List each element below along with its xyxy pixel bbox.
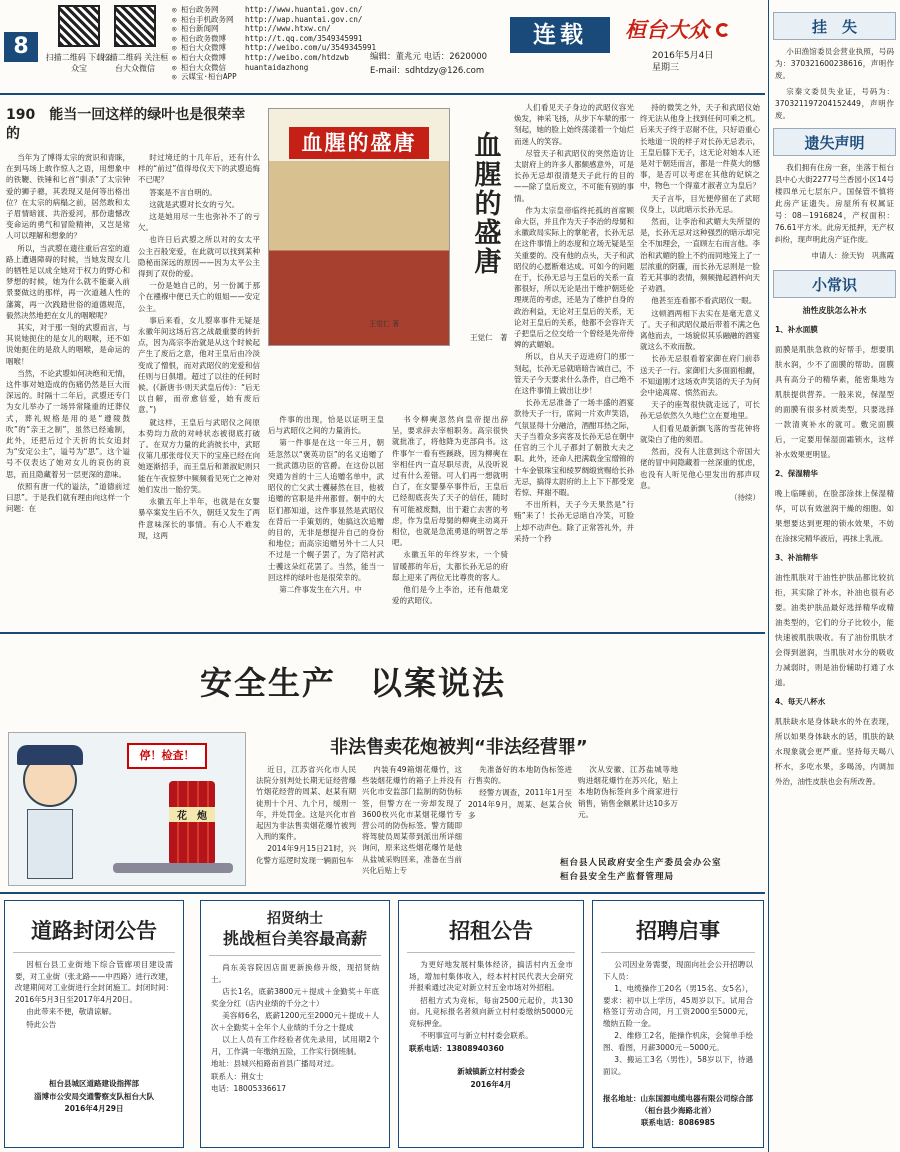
byline: 王觉仁 著 [470, 333, 508, 342]
site-item[interactable]: ◎ 桓台大众微博 http://weibo.com/u/3549345991 [172, 43, 376, 53]
tips-header: 小常识 [773, 270, 896, 298]
firecracker-icon [169, 781, 215, 865]
site-item[interactable]: ◎ 桓台大众微信 huantaidazhong [172, 62, 309, 72]
tip-text: 晚上临睡前，在脸部涂抹上保湿精华，可以有效滋润干燥的细胞。如果想要达到更理的锁水效果，不妨在涂抹完精华液后，再抹上乳液。 [775, 489, 894, 543]
road-notice-closing: 特此公告 [26, 1019, 57, 1029]
beauty-hiring-notice [200, 900, 390, 1148]
tip-subtitle: 1、补水面膜 [775, 325, 818, 334]
road-notice-apology: 由此带来不便，敬请谅解。 [26, 1007, 117, 1016]
book-cover-author: 王觉仁 著 [369, 320, 400, 328]
serial-column-4: 书令柳奭忽然向皇帝提出辞呈，要求辞去宰相职务。高宗很快就批准了，将他降为吏部尚书。这件事乍一看有些蹊跷，因为柳奭在宰相任内一直尽职尽责，从没听说过有什么差错。可人们再一想就明白了，在女婴暴卒事件后，王皇后已经彻底丧失了天子的信任，随时有可能被废黜，出于避亡去害的考虑，作为皇后母舅的柳奭主动离开相位，也就是急流勇退的明智之举吧。 永徽五年的年终岁末，一个骑冒暖都的年后，太都长孙无忌的府邸上迎来了两位无比尊贵的客人。 他们是今上李治，还有他最宠爱的武昭仪。 [392, 415, 508, 606]
serial-column-5: 人们看见天子身边的武昭仪容光焕发，神采飞扬，从步下车辇的那一刻起，她的脸上始终荡漾着一个灿烂而迷人的笑容。 尽管天子和武昭仪的突然造访让太尉府上的许多人都颇感意外，可是长孙无忌却很清楚天子此行的目的——除了皇后废立，不可能有别的事情。 作为太宗皇帝临终托孤的首席顾命大臣，并且作为天子李治的母舅和永徽政局实际上的掌舵者，长孙无忌在这件事情上的态度和立场无疑是至关重要的。没有他的点头，天子和武昭仪的心愿断难达成。可如今的问题在于，长孙无忌与王皇后的关系一直都很好，所以无论是出于维护朝廷伦理规范的考虑，还是为了维护自身的政治利益，无论对王皇后的关系，无论对王皇后的关系，他都不会容许天子把皇后之位交给一个曾经是先帝侍婢的武媚娘。 所以，自从天子迈进府门的那一刻起，长孙无忌就暗暗告诫自己，不管天子今天要求什么条件，自己绝不在这件事情上做出让步！ 长孙无忌准备了一场丰盛的酒宴款待天子一行，席间一片欢声笑语，气氛显得十分融洽，酒酣耳热之际，天子当着众多宾客及长孙无忌在朝中任官的三个儿子都封了朝散大夫之职。此外，还命人把满载金宝缯锦的十车金银珠宝和绫罗绸缎赏赐给长孙无忌，搞得太尉府的上上下下都受宠若惊、拜谢不暇。 不出所料，天子今天果然是“行贿”来了！长孙无忌暗自冷笑，可脸上却不动声色。除了正常答礼外，并采持一个矜 [514, 103, 634, 543]
police-body-icon [27, 809, 73, 879]
statement-sign: 申请人：徐天钧 巩燕霞 [811, 251, 894, 260]
serial-column-3: 件事的出现，恰是以证明王皇后与武昭仪之间的力量消长。 第一件事是在这一年三月，朝廷忽然以“褒英功臣”的名义追赠了一批武德功臣的官爵。在这份以屈突通为首的十三人追赠名单中，武昭仪的亡父武士彟赫然在目，他被追赠的官职是并州都督。朝中的大臣们都知道，这件事显然是武昭仪在背后一手策划的，她搞这次追赠的目的，无非是想提升自己的身份和地位；而高宗追赠另外十二人只不过是一个幌子罢了，为了陪衬武士彟这朵红花罢了。当然，能当一回这样的绿叶也是很荣幸的。 第二件事发生在六月。中 [268, 415, 384, 595]
book-cover-title: 血腥的盛唐 [289, 127, 429, 159]
firecracker-label: 花 炮 [169, 807, 215, 822]
right-sidebar [768, 0, 900, 1152]
police-illustration [8, 732, 246, 886]
tips-heading: 油性皮肤怎么补水 [802, 306, 867, 315]
tip-subtitle: 3、补油精华 [775, 553, 818, 562]
stop-sign: 停！检查！ [127, 743, 207, 769]
editor-info [370, 50, 487, 78]
job-address: 报名地址：山东国源电缆电器有限公司综合部（桓台县少海路北首） [603, 1094, 753, 1115]
qr2-label: 扫描二维码 关注桓台大众微信 [101, 53, 169, 73]
site-item[interactable]: ◎ 桓台政务微博 http://t.qq.com/3549345991 [172, 33, 363, 43]
cart-icon [113, 863, 233, 873]
road-notice-org1: 桓台县城区道路建设指挥部 [49, 1079, 139, 1088]
serial-column-2: 时过境迁的十几年后，还有什么样的“前过”值得母仪天下的武曌追悔不已呢？ 答案是不言自明的。 这就是武曌对长女的亏欠。 这是她用尽一生也弥补不了的亏欠。 也许日后武曌之所以对的女太平公主百般宠爱，在此就可以找到某种隐秘而深远的原因——因为太平公主得到了双份的爱。 一份是她自己的，另一份属于那个在襁褓中便已夭亡的姐姐——安定公主。 事后来看，女儿曌辜事件无疑是永徽年间这场后宫之战最重要的转折点，因为高宗李治就是从这个时候起产生了废后之意，他对王皇后由冷淡变成了憎恨，而对武昭仪的宠爱和信任则与日俱增。超过了以往的任何时候。(《新唐书·则天武皇后传》：“后无以自解，而帝愈信爱，始有废后意。”) 就这样，王皇后与武昭仪之间原本势均力敌的对峙状态被彻底打破了。在双方力量的此消彼长中，武昭仪第几那张母仪天下的宝座已经在向她逐渐招手，而王皇后和萧淑妃则只能在午夜惊梦中频频看见死亡之神对她们发出一胎狞笑。 永徽五年上半年，也就是在女婴暴卒案发生后不久，朝廷又发生了两件意味深长的事情。有心人不难发现，这两 [138, 153, 260, 540]
safety-column-2: 内装有49箱烟花爆竹，这些装烟花爆竹的箱子上并没有兴化市安监部门监制的防伪标签，但警方在一旁却发现了3600枚兴化市某烟花爆竹专营公司的防伪标签。警方随即将驾驶员周某带到派出所详细询问，原来这些烟花爆竹是他从盐城采购回来，准备在当前兴化后贴上专 [362, 765, 462, 875]
job-line: 公司因业务需要，现面向社会公开招聘以下人员： [603, 960, 753, 981]
safety-organizations: 桓台县人民政府安全生产委员会办公室 桓台县安全生产监督管理局 [560, 858, 722, 882]
tip-subtitle: 2、保湿精华 [775, 469, 818, 478]
tip-text: 肌肤缺水是身体缺水的外在表现，所以如果身体缺水的话，肌肤的缺水现象就会更严重。坚持每天喝八杯水，多吃水果，多喝汤，内调加外治，油性皮肤也会有所改善。 [775, 717, 894, 786]
serial-column-6: 持的微笑之外，天子和武昭仪始终无法从他身上找到任何可乘之机。后来天子终于忍耐不住，只好语重心长地道一说的样子对长孙无忌表示，王皇后膝下无子，这无论对她本人还是对于朝廷而言，都是一件莫大的憾事，是否可以考虑在其他的妃嫔之中，物色一个得童才淑者立为皇后？ 天子言毕，目光便停留在了武昭仪身上，以此暗示长孙无忌。 然而，让李治和武媚大失所望的是，长孙无忌对这种强烈的暗示却完全不加理会，一直顾左右而言他。李治和武媚的脸上不约而同地笼上了一层浓重的阴霾，而长孙无忌则是一脸若无其事的表情，频频抛起酒杯向天子劝酒。 他甚至连看都不看武昭仪一眼。 这顿酒两相下去实在是毫无意义了。天子和武昭仪最后带着不满之色离他而去，一场貌似其乐融融的酒宴就这么不欢而散。 长孙无忌很看着家御在府门前恭送天子一行。家御们大多面面相觑，不知道刚才这场欢声笑语的天子为何会中途离席、愤然而去。 天子的座驾很快就走远了，可长孙无忌依然久久地伫立在夏地里。 人们看见最新飘飞落的雪花钟将就染白了他的须眉。 然而，没有人注意到这个帝国大佬的冒中间隐藏着一丝深重的忧虑，也没有人听见他心里发出的那声叹息。 （待续） [640, 103, 760, 502]
qr-code-wechat[interactable] [114, 5, 156, 47]
job-line: 3、搬运工3名（男性），58岁以下，待遇面议。 [603, 1055, 753, 1076]
lost-header: 挂 失 [773, 12, 896, 40]
serial-section [0, 96, 765, 634]
editor: 编辑：董兆元 电话：2620000 [370, 52, 488, 62]
beauty-title-2: 挑战桓台美容最高薪 [209, 929, 381, 956]
beauty-phone[interactable]: 电话：18005336617 [211, 1084, 286, 1093]
beauty-line: 以上人员有工作经验者优先录用，试用期2个月，工作满一年缴纳五险，工作实行倒班制。 [211, 1035, 379, 1056]
chapter-title: 190 能当一回这样的绿叶也是很荣幸的 [6, 107, 246, 142]
book-title-vertical: 血腥的盛唐 [474, 131, 502, 278]
tip-subtitle: 4、每天八杯水 [775, 697, 826, 706]
job-notice-title: 招聘启事 [601, 901, 755, 953]
site-item[interactable]: ◎ 云媒宝·桓台APP [172, 72, 237, 82]
serial-column-1: 当年为了博得太宗的赏识和青睐，在到马场上敢作惊人之语，用想象中的铁鞭、铁锤和匕首“驯杀”了太宗钟爱的狮子骢，其表现又是何等出格出位？在太宗的病榻之前，居然敢和太子眉情暗渡、共浴爱河，那份遗憾改变命运的勇气和冒险精神，又岂是常人可以理解和想象的？ 所以，当武曌在遗往重后宫室的道路上遭遇障碍的时候，当她发现女儿的牺牲足以成全她对于权力的野心和梦想的时候，她为什么就不能豪入前景要做这的那样，再一次道越人性的藩篱，再一次践踏世俗的道德规范，毅然决然地把在女儿的咽喉呢？ 其实，对于那一刻的武曌而言，与其说她扼住的是女儿的咽喉，还不如说她扼住的是敌人的咽喉，是命运的咽喉！ 当然，不论武曌如何决绝和无情，这件事对她造成的伤痛仍然是巨大而深远的。时隔十二年后，武曌还专门为女儿举办了一场异常隆重的迁葬仪式，葬礼规格是用的是“遵陵鼓吹”的“亲王之制”，虽然已经逾制，此外，还把后过个天折的长女追封为“安定公主”，谥号为“思”。这个谥号不仅表达了她对女儿的哀伤的哀思，而且隐藏着另一层更深的意味。 依照有唐一代的谥法，“道德前过曰思”。于是我们就有理由向这样一个问题：在 [6, 153, 130, 514]
job-hiring-notice [592, 900, 764, 1148]
road-notice-org2: 淄博市公安局交通警察支队桓台大队 [34, 1091, 154, 1101]
rental-date: 2016年4月 [470, 1079, 512, 1089]
rental-line: 招租方式为竞标，每亩2500元起价，共130亩。凡竞标报名者须向新立村村委缴纳50000元竞标押金。 [409, 995, 573, 1028]
tip-text: 油性肌肤对于油性护肤品都比较抗拒，其实除了补水，补油也很有必要。油类护肤品最好选择精华或精油类型的，它们的分子比较小，能快速被肌肤吸收。有了油份肌肤才会得到滋润，当肌肤对水分的吸收力减弱时，则是油份辅助打通了水道。 [775, 573, 894, 687]
beauty-line: 店长1名，底薪3800元＋提成＋金勤奖＋年底奖金分红（店内业绩的千分之十） [211, 987, 379, 1008]
brand-swirl-icon [716, 23, 730, 37]
site-item[interactable]: ◎ 桓台手机政务网 http://wap.huantai.gov.cn/ [172, 14, 363, 24]
road-closure-notice [4, 900, 184, 1148]
job-line: 2、维修工2名，能操作机床，会简单手绘图、看图，月薪3000元－5000元。 [603, 1031, 753, 1052]
job-phone[interactable]: 联系电话：8086985 [640, 1118, 716, 1127]
road-notice-date: 2016年4月29日 [64, 1104, 124, 1113]
lost-item: 小田渔馆委员会营业执照，号码为：370321600238616，声明作废。 [775, 47, 894, 80]
to-be-continued: （待续） [730, 492, 760, 502]
brand-logo: 桓台大众 [625, 14, 730, 44]
issue-date: 2016年5月4日 星期三 [652, 51, 714, 73]
road-notice-body: 因桓台县工业街地下综合管廊项目建设需要，对工业街（张北路——中西路）进行改建，改建期间对工业街进行全封闭施工。封闭时间：2016年5月3日至2017年4月20日。 [15, 960, 173, 1004]
safety-article-title: 非法售卖花炮被判“非法经营罪” [330, 737, 588, 758]
page-number: 8 [4, 32, 38, 62]
beauty-line: 尚东美容院因店面更新换修升级，现招贤纳士。 [211, 963, 379, 984]
email[interactable]: E-mail：sdhtdzy@126.com [370, 66, 485, 76]
statement-header: 遗失声明 [773, 128, 896, 156]
beauty-address: 地址：县城兴桓路南首县广播局对过。 [211, 1059, 339, 1068]
safety-column-3: 先准备好的本地防伪标签进行售卖的。 经警方调查，2011年1月至2014年9月，周某、赵某合伙多 [468, 765, 572, 820]
beauty-line: 美容师6名，底薪1200元至2000元＋提成＋人次＋全勤奖＋全年个人业绩的千分之十提成 [211, 1011, 379, 1032]
rental-notice [398, 900, 584, 1148]
site-list [172, 5, 376, 82]
beauty-contact: 联系人：荆女士 [211, 1071, 264, 1081]
book-cover-image [268, 108, 450, 346]
statement-body: 我们拥有住房一套，坐落于桓台县中心大街2277号兰香园小区14号楼四单元七层东户。国保管不慎将此房产证遗失。房屋所有权属证号：08－1916824，产权面积：76.61平方米。此房无抵押，无产权纠纷，现声明此房产证作废。 [775, 163, 894, 244]
tip-text: 面膜是肌肤急救的好帮手，想要肌肤水润，少不了面膜的帮助。面膜具有高分子的精华素，能密集地为肌肤提供营养。一般来说，保湿型的面膜有很多材质类型，只要选择一款清爽补水的就可。敷完面膜后，一定要用保湿面霜锁水，这样补水效果更明显。 [775, 345, 894, 459]
rental-org: 新城镇新立村村委会 [457, 1067, 525, 1076]
rental-line: 不明事宜可与新立村村委会联系。 [420, 1031, 533, 1040]
safety-headline: 安全生产 以案说法 [200, 664, 507, 702]
beauty-title-1: 招贤纳士 [267, 911, 323, 927]
police-cap-icon [17, 745, 83, 765]
rental-notice-title: 招租公告 [407, 901, 575, 953]
lost-item: 宗秦文委员失业证，号码为：370321197204152449，声明作废。 [775, 87, 894, 120]
page-header [0, 0, 765, 95]
site-item[interactable]: ◎ 桓台大众微博 http://weibo.com/htdzwb [172, 52, 349, 62]
safety-section [0, 636, 765, 894]
qr1-label: 扫描二维码 下载公众宝 [45, 53, 113, 73]
road-notice-title: 道路封闭公告 [13, 901, 175, 953]
rental-line: 为更好地发展村集体经济，搞活村内五金市场，增加村集体收入，经本村村民代表大会研究并报乘通过决定对新立村五金市场对外招租。 [409, 960, 573, 992]
job-line: 1、电缆操作工20名（男15名、女5名），要求：初中以上学历，45周岁以下。试用合格签订劳动合同，月工资2000至5000元，缴纳五险一金。 [603, 984, 753, 1028]
rental-phone[interactable]: 联系电话：13808940360 [409, 1043, 504, 1053]
site-item[interactable]: ◎ 桓台政务网 http://www.huantai.gov.cn/ [172, 5, 363, 14]
site-item[interactable]: ◎ 桓台新闻网 http://www.htxw.cn/ [172, 24, 331, 34]
section-label: 连载 [510, 17, 610, 53]
safety-column-4: 次从安徽、江苏盐城等地购进烟花爆竹在苏兴化，贴上本地防伪标签向多个商家进行销售，销售金额累计达10多万元。 [578, 765, 678, 819]
safety-column-1: 近日，江苏省兴化市人民法院分别判处长期无证经营爆竹烟花经营的周某、赵某有期徒刑十个月、九个月，缓刑一年，并处罚金。这是兴化市首起因为非法售卖烟花爆竹被判入刑的案件。 2014年9月15日21时，兴化警方巡逻时发现一辆面包车 [256, 765, 356, 865]
qr-code-download[interactable] [58, 5, 100, 47]
